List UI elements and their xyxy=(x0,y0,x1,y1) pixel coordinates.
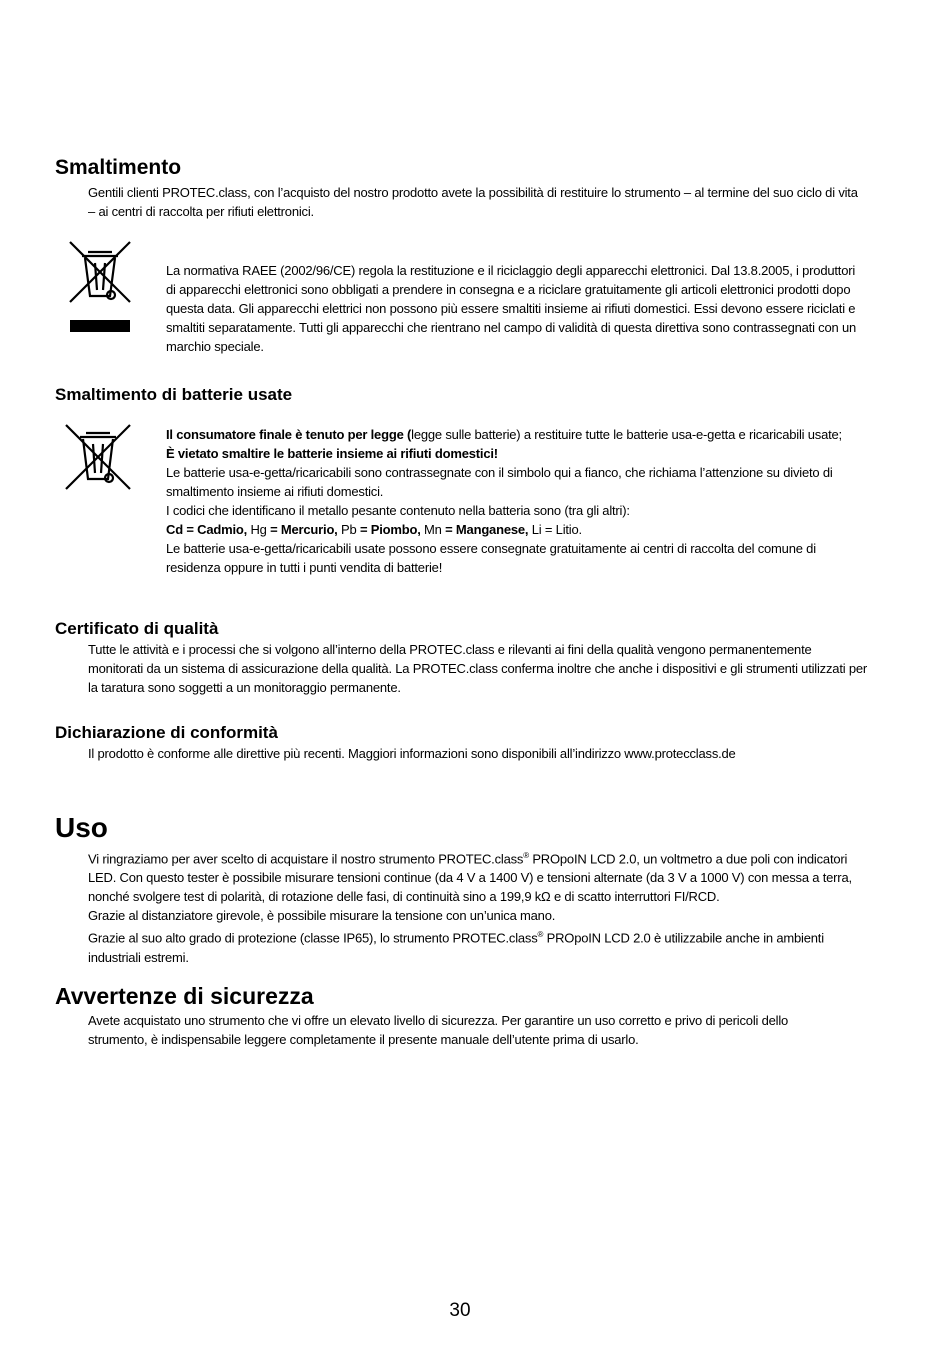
section-title-avvertenze: Avvertenze di sicurezza xyxy=(55,983,314,1009)
uso-text: Vi ringraziamo per aver scelto di acquistare il nostro strumento PROTEC.class® PROpoIN LCD 2.0, un voltmetro a due poli con indicatori LED. Con questo tester è possibile misurare tensioni continue (da 4 V a 1400 V) e tensioni alternate (da 3 V a 1000 V) con messa a terra, nonché svolgere test di polarità, di rotazione delle fasi, di continuità sino a 199,9 kΩ e di scatto interruttori FI/RCD. Grazie al distanziatore girevole, è possibile misurare la tensione con un’unica mano. Grazie al suo alto grado di protezione (classe IP65), lo strumento PROTEC.class® PROpoIN LCD 2.0 è utilizzabile anche in ambienti industriali estremi. xyxy=(88,851,852,965)
weee-bin-icon xyxy=(66,238,134,334)
avvertenze-text: Avete acquistato uno strumento che vi offre un elevato livello di sicurezza. Per garantire un uso corretto e privo di pericoli dello strumento, è indispensabile leggere completamente il presente manuale dell’utente prima di usarlo. xyxy=(88,1013,789,1047)
section-title-smaltimento: Smaltimento xyxy=(55,156,182,179)
raee-text: La normativa RAEE (2002/96/CE) regola la restituzione e il riciclaggio degli apparecchi elettronici. Dal 13.8.2005, i produttori di apparecchi elettronici sono obbligati a prendere in consegna e a riciclare gratuitamente gli articoli elettronici prodotti dopo questa data. Gli apparecchi elettrici non possono più essere smaltiti insieme ai rifiuti domestici. Essi devono essere riciclati e smaltiti separatamente. Tutti gli apparecchi che rientrano nel campo di validità di questa direttiva sono contrassegnati con un marchio speciale. xyxy=(166,263,857,354)
section-title-batterie: Smaltimento di batterie usate xyxy=(55,385,293,404)
section-title-dichiarazione: Dichiarazione di conformità xyxy=(55,723,278,742)
smaltimento-intro: Gentili clienti PROTEC.class, con l’acquisto del nostro prodotto avete la possibilità di restituire lo strumento – al termine del suo ciclo di vita – ai centri di raccolta per rifiuti elettronici. xyxy=(88,185,858,219)
battery-codes: Cd = Cadmio, Hg = Mercurio, Pb = Piombo, Mn = Manganese, Li = Litio. xyxy=(166,522,582,537)
section-title-uso: Uso xyxy=(55,812,108,843)
section-title-certificato: Certificato di qualità xyxy=(55,619,219,638)
page-number: 30 xyxy=(449,1300,471,1321)
certificato-text: Tutte le attività e i processi che si volgono all’interno della PROTEC.class e rilevanti ai fini della qualità vengono permanentemente monitorati da un sistema di assicurazione della qualità. La PROTEC.class conferma inoltre che anche i dispositivi e gli strumenti utilizzati per la taratura sono soggetti a un monitoraggio permanente. xyxy=(88,642,868,695)
battery-bin-icon xyxy=(64,423,132,491)
batterie-text: Il consumatore finale è tenuto per legge (legge sulle batterie) a restituire tutte le batterie usa-e-getta e ricaricabili usate; È vietato smaltire le batterie insieme ai rifiuti domestici! Le batterie usa-e-getta/ricaricabili sono contrassegnate con il simbolo qui a fianco, che richiama l’attenzione su divieto di smaltimento insieme ai rifiuti domestici. I codici che identificano il metallo pesante contenuto nella batteria sono (tra gli altri): Cd = Cadmio, Hg = Mercurio, Pb = Piombo, Mn = Manganese, Li = Litio. Le batterie usa-e-getta/ricaricabili usate possono essere consegnate gratuitamente ai centri di raccolta del comune di residenza oppure in tutti i punti vendita di batterie! xyxy=(166,425,866,577)
dichiarazione-text: Il prodotto è conforme alle direttive più recenti. Maggiori informazioni sono disponibili all’indirizzo www.protecclass.de xyxy=(88,746,736,761)
